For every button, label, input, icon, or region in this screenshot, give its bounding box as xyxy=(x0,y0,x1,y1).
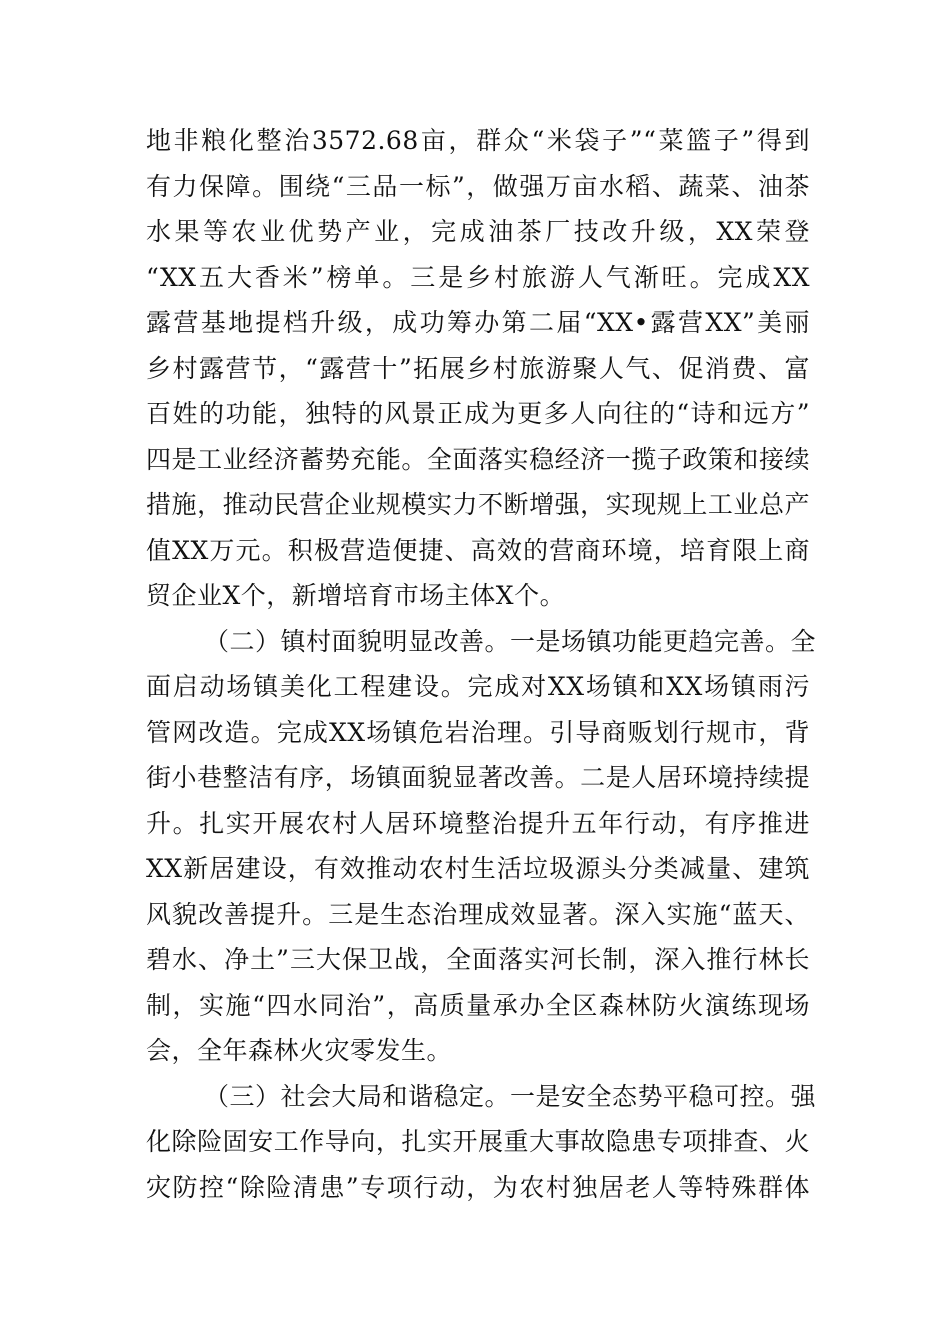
paragraph-2 xyxy=(146,619,817,1074)
text-line: 灾防控“除险清患”专项行动，为农村独居老人等特殊群体 xyxy=(146,1172,810,1202)
text-line: 地非粮化整治3572.68亩，群众“米袋子”“菜篮子”得到 xyxy=(146,126,810,155)
text-line: 管网改造。完成XX场镇危岩治理。引导商贩划行规市，背 xyxy=(146,717,810,747)
text-line: 有力保障。围绕“三品一标”，做强万亩水稻、蔬菜、油茶 xyxy=(146,171,810,201)
text-line: 露营基地提档升级，成功筹办第二届“XX•露营XX”美丽 xyxy=(146,308,810,337)
text-line: 升。扎实开展农村人居环境整治提升五年行动，有序推进 xyxy=(146,808,810,838)
text-line: 街小巷整洁有序，场镇面貌显著改善。二是人居环境持续提 xyxy=(146,763,810,792)
text-line: 会，全年森林火灾零发生。 xyxy=(146,1036,453,1065)
text-line: 制，实施“四水同治”，高质量承办全区森林防火演练现场 xyxy=(146,990,810,1020)
text-line: XX新居建设，有效推动农村生活垃圾源头分类减量、建筑 xyxy=(146,854,810,883)
text-line: 值XX万元。积极营造便捷、高效的营商环境，培育限上商 xyxy=(146,535,810,565)
text-line: 面启动场镇美化工程建设。完成对XX场镇和XX场镇雨污 xyxy=(146,672,810,701)
paragraph-1 xyxy=(146,118,810,619)
text-line: 化除险固安工作导向，扎实开展重大事故隐患专项排查、火 xyxy=(146,1127,810,1156)
text-line: 措施，推动民营企业规模实力不断增强，实现规上工业总产 xyxy=(146,490,810,519)
text-line: 乡村露营节，“露营十”拓展乡村旅游聚人气、促消费、富 xyxy=(146,353,810,383)
text-line: （二）镇村面貌明显改善。一是场镇功能更趋完善。全 xyxy=(204,626,817,656)
document-body xyxy=(146,118,817,1210)
paragraph-3 xyxy=(146,1074,817,1211)
text-line: 贸企业X个，新增培育市场主体X个。 xyxy=(146,581,566,610)
text-line: （三）社会大局和谐稳定。一是安全态势平稳可控。强 xyxy=(204,1081,817,1111)
text-line: 风貌改善提升。三是生态治理成效显著。深入实施“蓝天、 xyxy=(146,899,810,929)
text-line: 百姓的功能，独特的风景正成为更多人向往的“诗和远方” xyxy=(146,399,810,428)
text-line: 水果等农业优势产业，完成油茶厂技改升级，XX荣登 xyxy=(146,217,810,246)
text-line: “XX五大香米”榜单。三是乡村旅游人气渐旺。完成XX xyxy=(146,262,810,292)
text-line: 四是工业经济蓄势充能。全面落实稳经济一揽子政策和接续 xyxy=(146,444,810,474)
text-line: 碧水、净土”三大保卫战，全面落实河长制，深入推行林长 xyxy=(146,945,810,974)
